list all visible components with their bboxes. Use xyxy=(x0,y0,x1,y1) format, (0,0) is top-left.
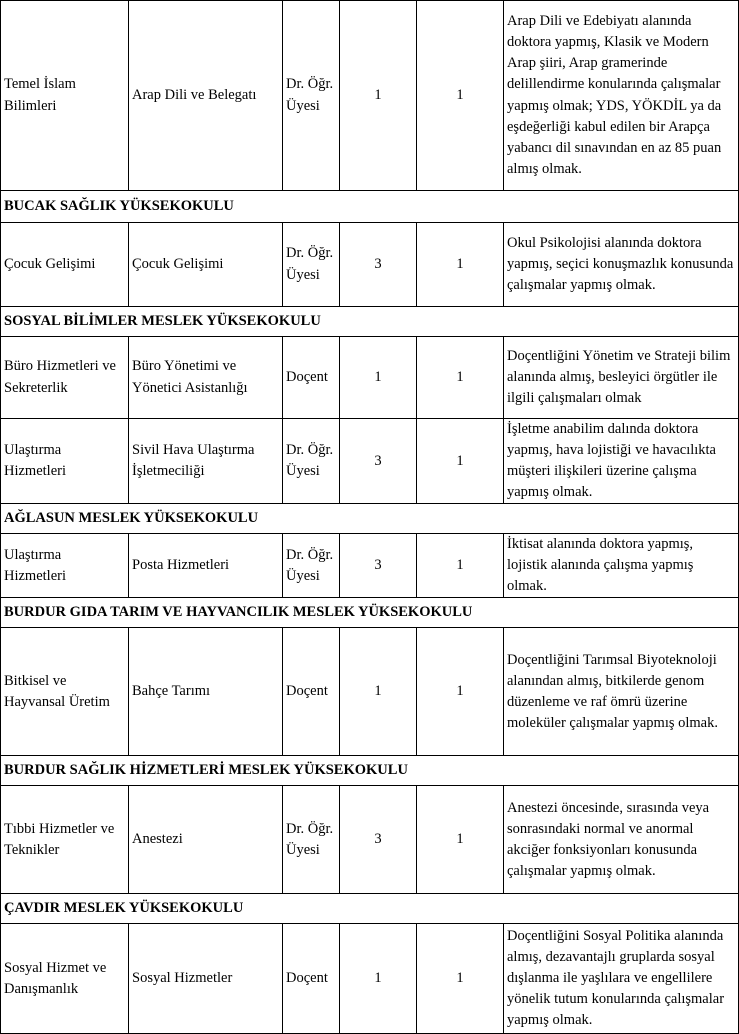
title-cell: Doçent xyxy=(283,628,340,756)
title-cell: Dr. Öğr. Üyesi xyxy=(283,419,340,504)
count-cell: 1 xyxy=(417,419,504,504)
requirements-cell: Arap Dili ve Edebiyatı alanında doktora yapmış, Klasik ve Modern Arap şiiri, Arap gramerinde delillendirme konularında çalışmalar yapmış olmak; YDS, YÖKDİL ya da eşdeğerliği kabul edilen bir Arapça yabancı dil sınavından en az 85 puan almış olmak. xyxy=(504,1,739,191)
title-cell: Doçent xyxy=(283,337,340,419)
requirements-cell: Doçentliğini Sosyal Politika alanında almış, dezavantajlı gruplarda sosyal dışlanma ile yaşlılara ve engellilere yönelik tutum konularında çalışmalar yapmış olmak. xyxy=(504,924,739,1034)
count-cell: 1 xyxy=(417,337,504,419)
count-cell: 3 xyxy=(340,419,417,504)
requirements-cell: İktisat alanında doktora yapmış, lojistik alanında çalışma yapmış olmak. xyxy=(504,534,739,598)
program-cell: Büro Hizmetleri ve Sekreterlik xyxy=(1,337,129,419)
requirements-cell: Doçentliğini Yönetim ve Strateji bilim alanında almış, besleyici örgütler ile ilgili çalışmaları olmak xyxy=(504,337,739,419)
count-cell: 1 xyxy=(417,534,504,598)
section-header-row xyxy=(1,894,739,924)
section-header-row xyxy=(1,191,739,223)
title-cell: Dr. Öğr. Üyesi xyxy=(283,223,340,307)
program-cell: Temel İslam Bilimleri xyxy=(1,1,129,191)
count-cell: 1 xyxy=(417,628,504,756)
count-cell: 1 xyxy=(340,337,417,419)
section-header: BURDUR GIDA TARIM VE HAYVANCILIK MESLEK YÜKSEKOKULU xyxy=(1,598,739,628)
requirements-cell: Doçentliğini Tarımsal Biyoteknoloji alanından almış, bitkilerde genom düzenleme ve raf ömrü üzerine moleküler çalışmalar yapmış olmak. xyxy=(504,628,739,756)
field-cell: Büro Yönetimi ve Yönetici Asistanlığı xyxy=(129,337,283,419)
title-cell: Dr. Öğr. Üyesi xyxy=(283,1,340,191)
count-cell: 1 xyxy=(340,628,417,756)
section-header: ÇAVDIR MESLEK YÜKSEKOKULU xyxy=(1,894,739,924)
field-cell: Anestezi xyxy=(129,786,283,894)
field-cell: Çocuk Gelişimi xyxy=(129,223,283,307)
field-cell: Sivil Hava Ulaştırma İşletmeciliği xyxy=(129,419,283,504)
requirements-cell: Anestezi öncesinde, sırasında veya sonrasındaki normal ve anormal akciğer fonksiyonları konusunda çalışmalar yapmış olmak. xyxy=(504,786,739,894)
count-cell: 3 xyxy=(340,223,417,307)
field-cell: Sosyal Hizmetler xyxy=(129,924,283,1034)
program-cell: Ulaştırma Hizmetleri xyxy=(1,534,129,598)
table-row xyxy=(1,419,739,504)
title-cell: Dr. Öğr. Üyesi xyxy=(283,786,340,894)
count-cell: 1 xyxy=(417,924,504,1034)
count-cell: 3 xyxy=(340,786,417,894)
count-cell: 3 xyxy=(340,534,417,598)
table-row xyxy=(1,924,739,1034)
count-cell: 1 xyxy=(340,1,417,191)
program-cell: Ulaştırma Hizmetleri xyxy=(1,419,129,504)
section-header: SOSYAL BİLİMLER MESLEK YÜKSEKOKULU xyxy=(1,307,739,337)
program-cell: Tıbbi Hizmetler ve Teknikler xyxy=(1,786,129,894)
count-cell: 1 xyxy=(417,786,504,894)
section-header-row xyxy=(1,307,739,337)
section-header: BUCAK SAĞLIK YÜKSEKOKULU xyxy=(1,191,739,223)
count-cell: 1 xyxy=(417,223,504,307)
count-cell: 1 xyxy=(417,1,504,191)
title-cell: Dr. Öğr. Üyesi xyxy=(283,534,340,598)
table-row xyxy=(1,534,739,598)
field-cell: Bahçe Tarımı xyxy=(129,628,283,756)
section-header: AĞLASUN MESLEK YÜKSEKOKULU xyxy=(1,504,739,534)
field-cell: Posta Hizmetleri xyxy=(129,534,283,598)
requirements-cell: Okul Psikolojisi alanında doktora yapmış, seçici konuşmazlık konusunda çalışmalar yapmış olmak. xyxy=(504,223,739,307)
section-header: BURDUR SAĞLIK HİZMETLERİ MESLEK YÜKSEKOKULU xyxy=(1,756,739,786)
table-row xyxy=(1,337,739,419)
section-header-row xyxy=(1,756,739,786)
title-cell: Doçent xyxy=(283,924,340,1034)
table-row xyxy=(1,223,739,307)
table-row xyxy=(1,1,739,191)
program-cell: Sosyal Hizmet ve Danışmanlık xyxy=(1,924,129,1034)
section-header-row xyxy=(1,598,739,628)
table-row xyxy=(1,786,739,894)
field-cell: Arap Dili ve Belegatı xyxy=(129,1,283,191)
count-cell: 1 xyxy=(340,924,417,1034)
program-cell: Bitkisel ve Hayvansal Üretim xyxy=(1,628,129,756)
program-cell: Çocuk Gelişimi xyxy=(1,223,129,307)
table-row xyxy=(1,628,739,756)
section-header-row xyxy=(1,504,739,534)
requirements-cell: İşletme anabilim dalında doktora yapmış, hava lojistiği ve havacılıkta müşteri ilişkileri üzerine çalışma yapmış olmak. xyxy=(504,419,739,504)
